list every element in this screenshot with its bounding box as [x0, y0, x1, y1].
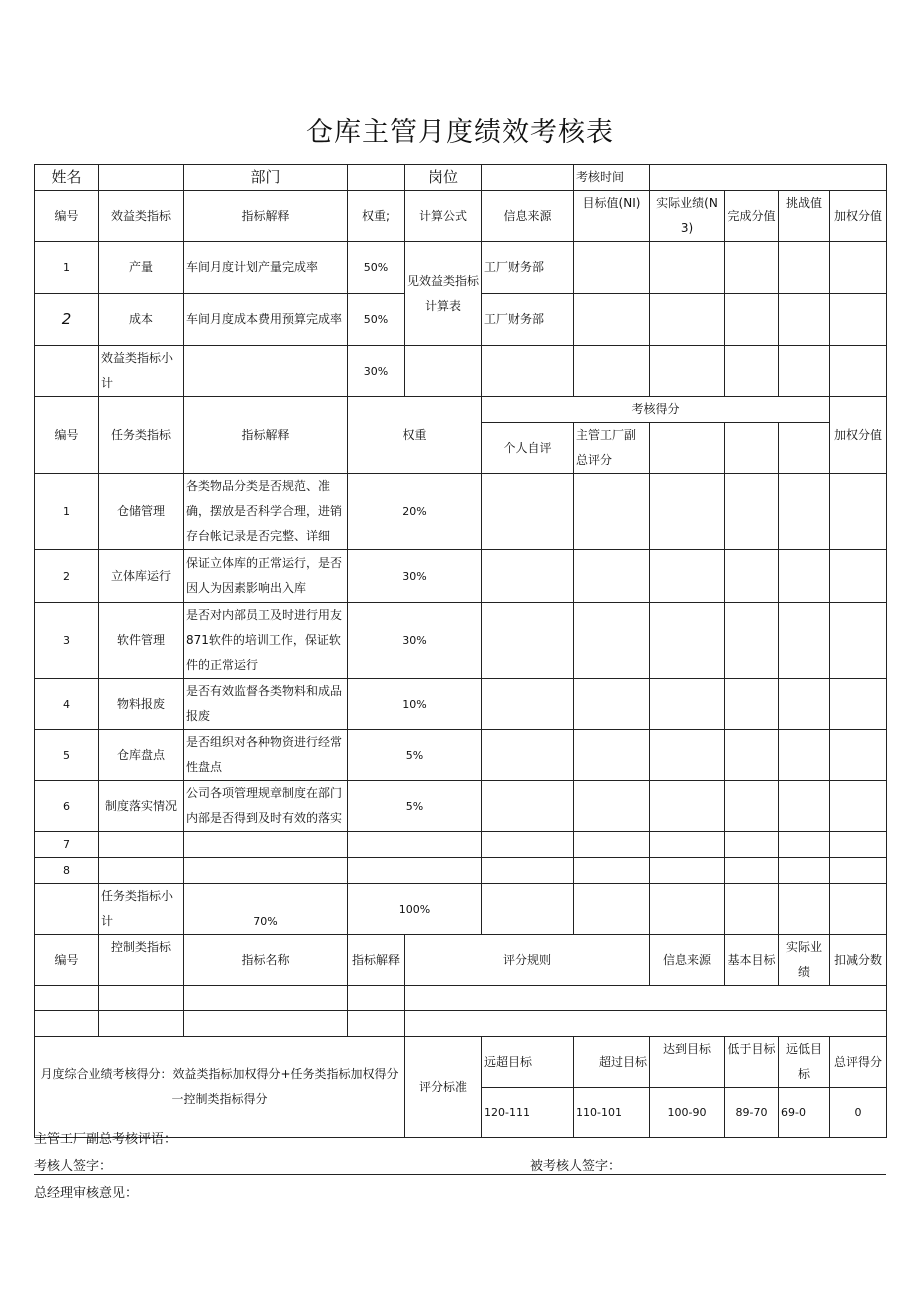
gm-opinion-label: 总经理审核意见：: [34, 1186, 139, 1201]
task-row-name: 立体库运行: [99, 550, 184, 603]
cell[interactable]: [779, 550, 830, 603]
cell[interactable]: [574, 474, 650, 550]
range-far-exceed: 120-111: [482, 1088, 574, 1138]
cell[interactable]: [650, 730, 725, 781]
task-row-desc: 各类物品分类是否规范、准确，摆放是否科学合理，进销存台帐记录是否完整、详细: [184, 474, 348, 550]
cell[interactable]: [830, 679, 887, 730]
cell[interactable]: [184, 986, 348, 1011]
cell[interactable]: [348, 832, 482, 858]
benefit-formula: 见效益类指标计算表: [405, 242, 482, 346]
task-col-no: 编号: [35, 397, 99, 474]
task-col-weighted: 加权分值: [830, 397, 887, 474]
cell[interactable]: [574, 781, 650, 832]
cell[interactable]: [574, 884, 650, 935]
cell: [184, 346, 348, 397]
cell[interactable]: [725, 884, 779, 935]
cell[interactable]: [650, 294, 725, 346]
cell[interactable]: [184, 1011, 348, 1037]
cell[interactable]: [779, 832, 830, 858]
cell[interactable]: [830, 858, 887, 884]
cell[interactable]: [650, 346, 725, 397]
col-source: 信息来源: [482, 191, 574, 242]
score-standard-label: 评分标准: [405, 1037, 482, 1138]
cell[interactable]: [830, 884, 887, 935]
task-col-score: 考核得分: [482, 397, 830, 423]
name-label: 姓名: [35, 165, 99, 191]
time-value[interactable]: [650, 165, 887, 191]
benefit-row-no: 2: [35, 294, 99, 346]
benefit-row-name: 产量: [99, 242, 184, 294]
cell[interactable]: [725, 832, 779, 858]
range-below: 89-70: [725, 1088, 779, 1138]
level-far-below: 远低目标: [779, 1037, 830, 1088]
cell[interactable]: [574, 550, 650, 603]
benefit-row-desc: 车间月度成本费用预算完成率: [184, 294, 348, 346]
cell[interactable]: [650, 832, 725, 858]
cell[interactable]: [184, 858, 348, 884]
range-exceed: 110-101: [574, 1088, 650, 1138]
cell[interactable]: [574, 346, 650, 397]
task-row-desc: 是否对内部员工及时进行用友871软件的培训工作，保证软件的正常运行: [184, 603, 348, 679]
range-far-below: 69-0: [779, 1088, 830, 1138]
cell[interactable]: [405, 346, 482, 397]
task-row-no: 2: [35, 550, 99, 603]
benefit-row-no: 1: [35, 242, 99, 294]
control-col-rules: 评分规则: [405, 935, 650, 986]
cell[interactable]: [725, 858, 779, 884]
cell[interactable]: [650, 679, 725, 730]
col-actual: 实际业绩(N3): [650, 191, 725, 242]
range-meet: 100-90: [650, 1088, 725, 1138]
task-row-weight: 30%: [348, 603, 482, 679]
level-far-exceed: 远超目标: [482, 1037, 574, 1088]
benefit-row-source: 工厂财务部: [482, 242, 574, 294]
cell: [35, 346, 99, 397]
cell[interactable]: [830, 474, 887, 550]
task-subtotal-weight: 100%: [348, 884, 482, 935]
cell[interactable]: [574, 294, 650, 346]
col-no: 编号: [35, 191, 99, 242]
cell[interactable]: [184, 832, 348, 858]
task-row-no: 3: [35, 603, 99, 679]
task-row-no: 4: [35, 679, 99, 730]
benefit-row-name: 成本: [99, 294, 184, 346]
task-row-name: 制度落实情况: [99, 781, 184, 832]
task-row-desc: 公司各项管理规章制度在部门内部是否得到及时有效的落实: [184, 781, 348, 832]
cell[interactable]: [574, 730, 650, 781]
cell[interactable]: [779, 730, 830, 781]
task-subtotal-label: 任务类指标小计: [99, 884, 184, 935]
cell[interactable]: [35, 1011, 99, 1037]
task-row-weight: 5%: [348, 730, 482, 781]
post-label: 岗位: [405, 165, 482, 191]
col-weight: 权重;: [348, 191, 405, 242]
benefit-row-weight: 50%: [348, 294, 405, 346]
cell[interactable]: [779, 242, 830, 294]
cell[interactable]: [725, 781, 779, 832]
cell[interactable]: [650, 781, 725, 832]
level-total: 总评得分: [830, 1037, 887, 1088]
cell[interactable]: [650, 242, 725, 294]
cell[interactable]: [99, 858, 184, 884]
benefit-subtotal-label: 效益类指标小计: [99, 346, 184, 397]
col-completion: 完成分值: [725, 191, 779, 242]
task-row-name: 仓库盘点: [99, 730, 184, 781]
task-row-weight: 5%: [348, 781, 482, 832]
dept-value[interactable]: [348, 165, 405, 191]
cell[interactable]: [830, 781, 887, 832]
cell[interactable]: [574, 832, 650, 858]
cell[interactable]: [830, 242, 887, 294]
task-row-name: 物料报废: [99, 679, 184, 730]
cell[interactable]: [348, 986, 405, 1011]
cell[interactable]: [779, 781, 830, 832]
col-explanation: 指标解释: [184, 191, 348, 242]
task-row-desc: 是否组织对各种物资进行经常性盘点: [184, 730, 348, 781]
benefit-row-desc: 车间月度计划产量完成率: [184, 242, 348, 294]
control-col-explanation: 指标解释: [348, 935, 405, 986]
task-row-no: 5: [35, 730, 99, 781]
control-col-no: 编号: [35, 935, 99, 986]
control-col-target: 基本目标: [725, 935, 779, 986]
benefit-subtotal-weight: 30%: [348, 346, 405, 397]
cell: [650, 423, 725, 474]
cell[interactable]: [725, 550, 779, 603]
post-value[interactable]: [482, 165, 574, 191]
task-row-weight: 30%: [348, 550, 482, 603]
control-col-source: 信息来源: [650, 935, 725, 986]
cell[interactable]: [830, 832, 887, 858]
cell[interactable]: [99, 832, 184, 858]
cell[interactable]: [482, 603, 574, 679]
signature-divider: [34, 1174, 886, 1175]
cell[interactable]: [35, 986, 99, 1011]
cell[interactable]: [99, 986, 184, 1011]
cell[interactable]: [725, 474, 779, 550]
page-title: 仓库主管月度绩效考核表: [306, 117, 614, 148]
control-col-actual: 实际业绩: [779, 935, 830, 986]
cell[interactable]: [482, 832, 574, 858]
assessee-signature-label: 被考核人签字：: [530, 1159, 622, 1174]
cell[interactable]: [830, 730, 887, 781]
cell[interactable]: [574, 858, 650, 884]
col-challenge: 挑战值: [779, 191, 830, 242]
cell[interactable]: [99, 1011, 184, 1037]
control-col-indicator: 控制类指标: [99, 935, 184, 986]
cell: [35, 884, 99, 935]
cell[interactable]: [779, 603, 830, 679]
cell[interactable]: [779, 346, 830, 397]
level-meet: 达到目标: [650, 1037, 725, 1088]
cell: [779, 423, 830, 474]
col-weighted: 加权分值: [830, 191, 887, 242]
task-row-name: 仓储管理: [99, 474, 184, 550]
supervisor-comment-label: 主管工厂副总考核评语：: [34, 1132, 178, 1147]
level-exceed: 超过目标: [574, 1037, 650, 1088]
control-col-name: 指标名称: [184, 935, 348, 986]
cell[interactable]: [779, 474, 830, 550]
task-row-weight: 10%: [348, 679, 482, 730]
cell[interactable]: [405, 986, 887, 1011]
cell[interactable]: [830, 603, 887, 679]
benefit-row-weight: 50%: [348, 242, 405, 294]
cell[interactable]: [725, 603, 779, 679]
cell[interactable]: [482, 474, 574, 550]
cell[interactable]: [482, 679, 574, 730]
col-formula: 计算公式: [405, 191, 482, 242]
cell[interactable]: [482, 884, 574, 935]
cell[interactable]: [348, 1011, 405, 1037]
task-row-desc: 是否有效监督各类物料和成品报废: [184, 679, 348, 730]
cell[interactable]: [779, 294, 830, 346]
task-col-self: 个人自评: [482, 423, 574, 474]
cell[interactable]: [725, 730, 779, 781]
cell[interactable]: [650, 884, 725, 935]
cell[interactable]: [482, 858, 574, 884]
cell[interactable]: [830, 294, 887, 346]
cell[interactable]: [482, 550, 574, 603]
cell[interactable]: [482, 730, 574, 781]
task-row-desc: 保证立体库的正常运行，是否因人为因素影响出入库: [184, 550, 348, 603]
cell[interactable]: [650, 858, 725, 884]
assessor-signature-label: 考核人签字：: [34, 1159, 113, 1174]
dept-label: 部门: [184, 165, 348, 191]
col-benefit-indicator: 效益类指标: [99, 191, 184, 242]
level-below: 低于目标: [725, 1037, 779, 1088]
task-row-no: 8: [35, 858, 99, 884]
cell[interactable]: [779, 679, 830, 730]
task-col-weight: 权重: [348, 397, 482, 474]
task-col-indicator: 任务类指标: [99, 397, 184, 474]
task-col-supervisor: 主管工厂副总评分: [574, 423, 650, 474]
task-row-name: 软件管理: [99, 603, 184, 679]
cell[interactable]: [830, 346, 887, 397]
cell[interactable]: [482, 346, 574, 397]
col-target: 目标值(NI): [574, 191, 650, 242]
benefit-row-source: 工厂财务部: [482, 294, 574, 346]
cell[interactable]: [725, 294, 779, 346]
task-row-no: 7: [35, 832, 99, 858]
cell[interactable]: [725, 679, 779, 730]
task-row-weight: 20%: [348, 474, 482, 550]
task-col-explanation: 指标解释: [184, 397, 348, 474]
cell: [725, 423, 779, 474]
cell[interactable]: [482, 781, 574, 832]
cell[interactable]: [574, 679, 650, 730]
cell[interactable]: [650, 550, 725, 603]
range-total: 0: [830, 1088, 887, 1138]
cell[interactable]: [348, 858, 482, 884]
cell[interactable]: [779, 858, 830, 884]
performance-table: [34, 164, 887, 1138]
task-subtotal-note: 70%: [184, 884, 348, 935]
control-col-deduct: 扣减分数: [830, 935, 887, 986]
cell[interactable]: [830, 550, 887, 603]
cell[interactable]: [650, 474, 725, 550]
task-row-no: 1: [35, 474, 99, 550]
name-value[interactable]: [99, 165, 184, 191]
cell[interactable]: [725, 346, 779, 397]
cell[interactable]: [779, 884, 830, 935]
cell[interactable]: [574, 242, 650, 294]
cell[interactable]: [405, 1011, 887, 1037]
cell[interactable]: [574, 603, 650, 679]
cell[interactable]: [725, 242, 779, 294]
task-row-no: 6: [35, 781, 99, 832]
time-label: 考核时间: [574, 165, 650, 191]
cell[interactable]: [650, 603, 725, 679]
summary-text: 月度综合业绩考核得分：效益类指标加权得分+任务类指标加权得分一控制类指标得分: [35, 1037, 405, 1138]
